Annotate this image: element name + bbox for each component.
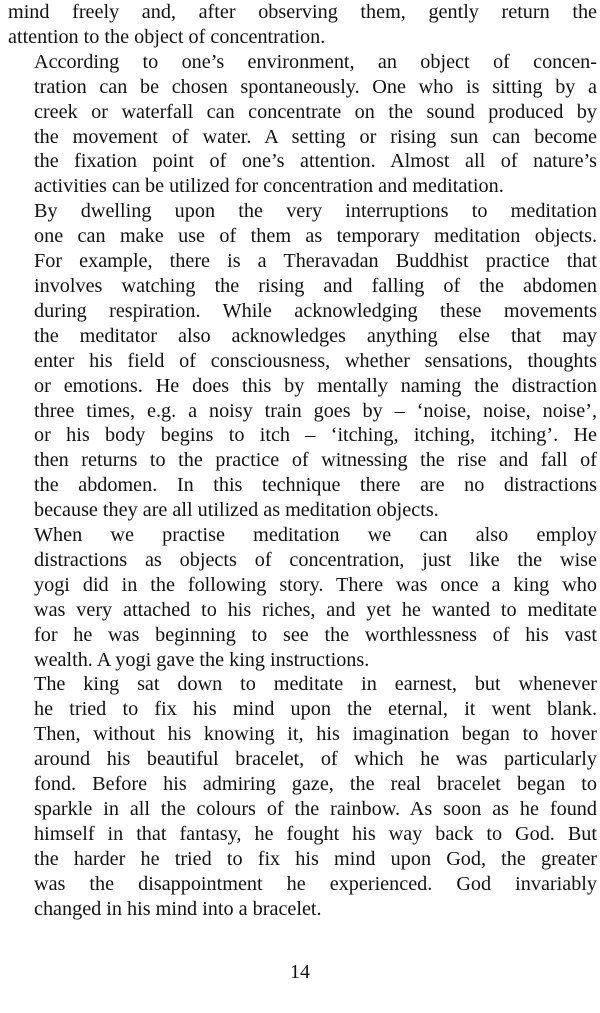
text-line: The king sat down to meditate in earnest, but whenever xyxy=(34,673,597,696)
paragraph-interruptions xyxy=(8,199,597,523)
text-line: one can make use of them as temporary meditation objects. xyxy=(34,225,597,248)
text-line: involves watching the rising and falling of the abdomen xyxy=(34,274,597,297)
text-line: changed in his mind into a bracelet. xyxy=(34,897,322,920)
text-line: during respiration. While acknowledging these movements xyxy=(34,299,597,322)
text-line: the harder he tried to fix his mind upon God, the greater xyxy=(34,847,597,870)
text-line: was the disappointment he experienced. God invariably xyxy=(34,872,597,895)
text-line: tration can be chosen spontaneously. One who is sitting by a xyxy=(34,75,597,98)
text-line: creek or waterfall can concentrate on the sound produced by xyxy=(34,100,597,123)
text-line: then returns to the practice of witnessing the rise and fall of xyxy=(34,449,597,472)
text-line: the movement of water. A setting or rising sun can become xyxy=(34,125,597,148)
text-line: around his beautiful bracelet, of which he was particularly xyxy=(34,748,597,771)
paragraph-king-story xyxy=(8,672,597,921)
paragraph-distractions xyxy=(8,523,597,672)
text-line: By dwelling upon the very interruptions to meditation xyxy=(34,200,597,223)
text-line: was very attached to his riches, and yet he wanted to meditate xyxy=(34,598,597,621)
text-line: or emotions. He does this by mentally naming the distraction xyxy=(34,374,597,397)
text-line: attention to the object of concentration. xyxy=(8,25,326,48)
text-line: he tried to fix his mind upon the eternal, it went blank. xyxy=(34,698,597,721)
text-line: three times, e.g. a noisy train goes by – ‘noise, noise, noise’, xyxy=(34,399,597,422)
text-line: because they are all utilized as meditation objects. xyxy=(34,499,439,522)
text-line: or his body begins to itch – ‘itching, itching, itching’. He xyxy=(34,424,597,447)
page-text-body xyxy=(8,0,597,922)
text-line: mind freely and, after observing them, gently return the xyxy=(8,1,597,23)
text-line: the fixation point of one’s attention. Almost all of nature’s xyxy=(34,150,597,173)
page-number: 14 xyxy=(290,961,310,983)
text-line: himself in that fantasy, he fought his way back to God. But xyxy=(34,822,597,845)
text-line: distractions as objects of concentration, just like the wise xyxy=(34,548,597,571)
text-line: activities can be utilized for concentration and meditation. xyxy=(34,175,504,198)
text-line: Then, without his knowing it, his imagination began to hover xyxy=(34,723,597,746)
text-line: the abdomen. In this technique there are no distractions xyxy=(34,474,597,497)
text-line: According to one’s environment, an object of concen- xyxy=(34,50,597,73)
text-line: For example, there is a Theravadan Buddhist practice that xyxy=(34,250,597,273)
text-line: fond. Before his admiring gaze, the real bracelet began to xyxy=(34,773,597,796)
text-line: wealth. A yogi gave the king instructions. xyxy=(34,648,370,671)
text-line: enter his field of consciousness, whether sensations, thoughts xyxy=(34,349,597,372)
paragraph-continuation xyxy=(8,0,597,50)
text-line: sparkle in all the colours of the rainbow. As soon as he found xyxy=(34,798,597,820)
text-line: yogi did in the following story. There was once a king who xyxy=(34,573,597,596)
text-line: for he was beginning to see the worthlessness of his vast xyxy=(34,623,597,646)
text-line: the meditator also acknowledges anything else that may xyxy=(34,324,597,347)
text-line: When we practise meditation we can also employ xyxy=(34,524,597,547)
paragraph-environment xyxy=(8,50,597,199)
